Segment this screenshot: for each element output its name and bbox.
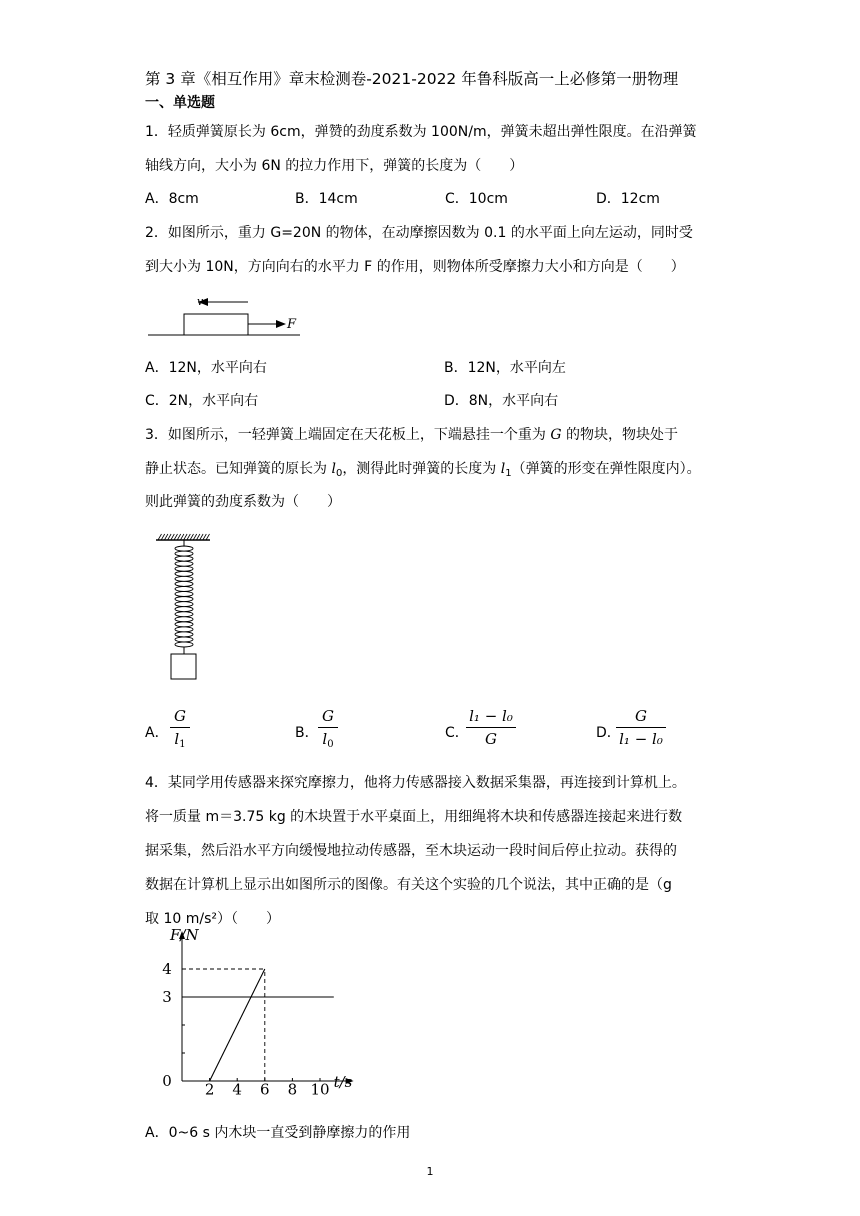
- hatch-stroke: [158, 534, 162, 540]
- q3-text-line2: 静止状态。已知弹簧的原长为 $l_0$，测得此时弹簧的长度为 $l_1$（弹簧的形变在弹性限度内）。: [145, 461, 701, 479]
- q4-option-a[interactable]: A．0~6 s 内木块一直受到静摩擦力的作用: [145, 1125, 411, 1141]
- hatch-stroke: [193, 534, 197, 540]
- q3-spring-figure: [150, 530, 220, 685]
- y-axis-label: F/N: [170, 926, 199, 944]
- force-label: F: [287, 317, 297, 332]
- hatch-stroke: [200, 534, 204, 540]
- hatch-stroke: [168, 534, 172, 540]
- x-tick-label: 6: [260, 1080, 270, 1099]
- q1-option-a[interactable]: A．8cm: [145, 191, 199, 207]
- block: [184, 314, 248, 335]
- q1-option-b[interactable]: B．14cm: [295, 191, 358, 207]
- q4-text-line3: 据采集，然后沿水平方向缓慢地拉动传感器，至木块运动一段时间后停止拉动。获得的: [145, 843, 677, 859]
- q2-block-figure: [140, 288, 320, 340]
- q3-option-a-letter[interactable]: A．: [145, 725, 169, 741]
- q4-text-line5: 取 10 m/s²）（ ）: [145, 911, 280, 927]
- q1-text-line1: 1．轻质弹簧原长为 6cm，弹赞的劲度系数为 100N/m，弹簧未超出弹性限度。在沿弹簧: [145, 124, 697, 140]
- hatch-stroke: [206, 534, 210, 540]
- x-tick-label: 8: [287, 1080, 298, 1099]
- hanging-block: [171, 654, 196, 679]
- x-tick-label: 2: [204, 1080, 215, 1099]
- q2-option-b[interactable]: B．12N，水平向左: [444, 360, 566, 376]
- spring-coil-path: [175, 546, 193, 647]
- y-tick-label: 3: [162, 988, 172, 1006]
- hatch-stroke: [190, 534, 194, 540]
- q3-option-b-letter[interactable]: B．: [295, 725, 319, 741]
- ceiling-hatch: [158, 534, 210, 540]
- hatch-stroke: [174, 534, 178, 540]
- q2-option-c[interactable]: C．2N，水平向右: [145, 393, 259, 409]
- q2-text-line2: 到大小为 10N，方向向右的水平力 F 的作用，则物体所受摩擦力大小和方向是（ ）: [145, 259, 685, 275]
- hatch-stroke: [184, 534, 188, 540]
- hatch-stroke: [196, 534, 200, 540]
- y-tick-label: 4: [162, 960, 172, 978]
- q3-option-d-letter[interactable]: D．: [596, 725, 621, 741]
- hatch-stroke: [171, 534, 175, 540]
- q4-text-line2: 将一质量 m＝3.75 kg 的木块置于水平桌面上，用细绳将木块和传感器连接起来进行数: [145, 809, 683, 825]
- q3-option-c-formula[interactable]: l₁ − l₀ G: [466, 707, 516, 748]
- section-heading: 一、单选题: [145, 95, 215, 111]
- q1-option-d[interactable]: D．12cm: [596, 191, 660, 207]
- q2-option-a[interactable]: A．12N，水平向右: [145, 360, 267, 376]
- q3-option-c-letter[interactable]: C．: [445, 725, 469, 741]
- hatch-stroke: [203, 534, 207, 540]
- x-tick-label: 4: [232, 1080, 242, 1099]
- hatch-stroke: [161, 534, 165, 540]
- q3-option-b-formula[interactable]: G $l_0$: [318, 707, 338, 750]
- q4-text-line4: 数据在计算机上显示出如图所示的图像。有关这个实验的几个说法，其中正确的是（g: [145, 877, 672, 893]
- q4-force-time-chart: [140, 926, 353, 1099]
- q1-text-line2: 轴线方向，大小为 6N 的拉力作用下，弹簧的长度为（ ）: [145, 158, 524, 174]
- q3-text-line3: 则此弹簧的劲度系数为（ ）: [145, 494, 341, 510]
- page-number: 1: [426, 1165, 434, 1178]
- q2-text-line1: 2．如图所示，重力 G=20N 的物体，在动摩擦因数为 0.1 的水平面上向左运动，同时受: [145, 225, 693, 241]
- spring-coil: [175, 540, 193, 647]
- q4-text-line1: 4．某同学用传感器来探究摩擦力，他将力传感器接入数据采集器，再连接到计算机上。: [145, 775, 686, 791]
- x-axis-label: t/s: [333, 1073, 353, 1091]
- q2-option-d[interactable]: D．8N，水平向右: [444, 393, 559, 409]
- velocity-label: v: [197, 295, 204, 308]
- hatch-stroke: [177, 534, 181, 540]
- x-tick-label: 10: [310, 1080, 330, 1099]
- q3-text-line1: 3．如图所示，一轻弹簧上端固定在天花板上，下端悬挂一个重为 G 的物块，物块处于: [145, 427, 678, 443]
- q3-option-d-formula[interactable]: G l₁ − l₀: [616, 707, 666, 748]
- y-tick-label: 0: [162, 1072, 172, 1090]
- hatch-stroke: [164, 534, 168, 540]
- hatch-stroke: [180, 534, 184, 540]
- q3-option-a-formula[interactable]: G $l_1$: [170, 707, 190, 750]
- document-title: 第 3 章《相互作用》章末检测卷-2021-2022 年鲁科版高一上必修第一册物理: [145, 70, 679, 88]
- hatch-stroke: [187, 534, 191, 540]
- series-segment-rising: [210, 969, 265, 1081]
- force-arrow-head: [276, 320, 286, 328]
- q1-option-c[interactable]: C．10cm: [445, 191, 508, 207]
